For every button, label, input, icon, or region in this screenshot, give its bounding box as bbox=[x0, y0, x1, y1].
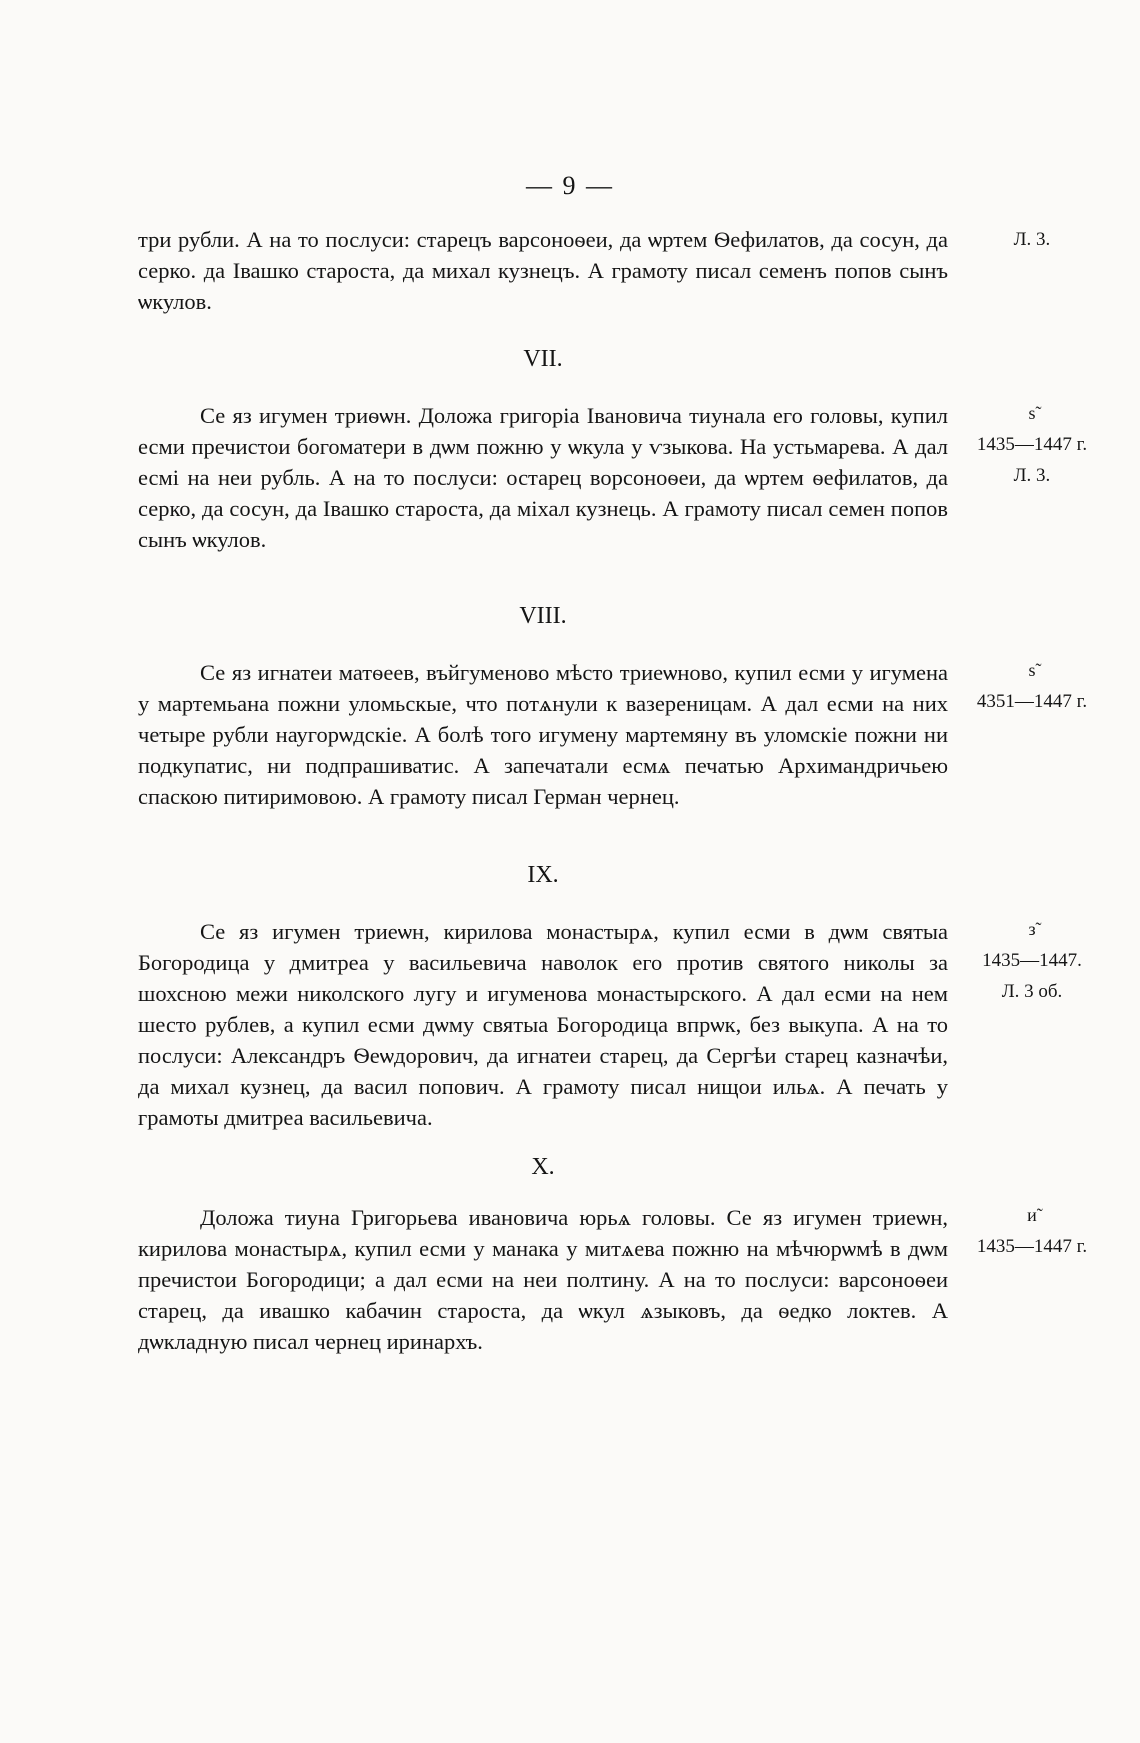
section-text-viii: Се яз игнатеи матѳеев, въйгуменово мѣсто триеѡново, купил есми у игумена у мартемьана пожни уломьскые, что потѧнули к вазереницам. А дал есми на них четыре рубли наугорѡдскіе. А болѣ того игумену мартемяну въ уломскіе пожни ни подкупатис, ни подпрашиватис. А запечатали есмѧ печатью Архимандричьею спаскою питиримовою. А грамоту писал Герман чернец. bbox=[138, 660, 948, 809]
section-heading-x: X. bbox=[531, 1154, 555, 1180]
date-reference: 1435—1447. bbox=[982, 950, 1082, 971]
document-numeral: ѕ̃ bbox=[1028, 660, 1036, 680]
date-reference: 1435—1447 г. bbox=[976, 434, 1088, 455]
page-number: — 9 — bbox=[526, 171, 614, 200]
folio-reference: Л. 3. bbox=[1013, 229, 1051, 250]
margin-note-vii bbox=[952, 398, 1112, 491]
date-reference: 1435—1447 г. bbox=[976, 1236, 1088, 1257]
section-heading-ix: IX. bbox=[527, 862, 559, 888]
document-numeral: и̃ bbox=[1027, 1205, 1037, 1225]
margin-note-viii bbox=[952, 655, 1112, 717]
document-numeral: з̃ bbox=[1028, 919, 1036, 939]
document-numeral: ѕ̃ bbox=[1028, 403, 1036, 423]
section-heading-viii: VIII. bbox=[519, 603, 567, 629]
section-text-ix: Се яз игумен триеѡн, кирилова монастырѧ, купил есми в дѡм святыа Богородица у дмитреа у васильевича наволок его против святого николы за шохсною межи николского лугу и игуменова монастырского. А дал есми на нем шесто рублев, а купил есми дѡму святыа Богородица впрѡк, без выкупа. А на то послуси: Александръ Ѳеѡдорович, да игнатеи старец, да Сергѣи старец казначѣи, да михал кузнец, да васил попович. А грамоту писал нищои ильѧ. А печать у грамоты дмитреа васильевича. bbox=[138, 919, 948, 1130]
margin-note-x bbox=[952, 1200, 1112, 1262]
margin-note-ix bbox=[952, 914, 1112, 1007]
margin-note-top bbox=[952, 224, 1112, 255]
date-reference: 4351—1447 г. bbox=[976, 691, 1088, 712]
section-text-x: Доложа тиуна Григорьева ивановича юрьѧ головы. Се яз игумен триеѡн, кирилова монастырѧ, купил есми у манака у митѧева пожню на мѣчюрѡмѣ в дѡм пречистои Богородици; а дал есми на неи полтину. А на то послуси: варсоноѳеи старец, да ивашко кабачин староста, да ѡкул ѧзыковъ, да ѳедко локтев. А дѡкладную писал чернец иринархъ. bbox=[138, 1205, 948, 1354]
section-text-vii: Се яз игумен триѳѡн. Доложа григоріа Івановича тиунала его головы, купил есми пречистои богоматери в дѡм пожню у ѡкула у ѵзыкова. На устьмарева. А дал есмі на неи рубль. А на то послуси: остарец ворсоноѳеи, да ѡртем ѳефилатов, да серко, да сосун, да Івашко староста, да міхал кузнець. А грамоту писал семен попов сынъ ѡкулов. bbox=[138, 403, 948, 552]
folio-reference: Л. 3 об. bbox=[1001, 981, 1063, 1002]
continuation-paragraph: три рубли. А на то послуси: старецъ варсоноѳеи, да ѡртем Ѳефилатов, да сосун, да серко. да Івашко староста, да михал кузнецъ. А грамоту писал семенъ попов сынъ ѡкулов. bbox=[138, 227, 948, 314]
section-heading-vii: VII. bbox=[523, 346, 563, 372]
folio-reference: Л. 3. bbox=[1013, 465, 1051, 486]
